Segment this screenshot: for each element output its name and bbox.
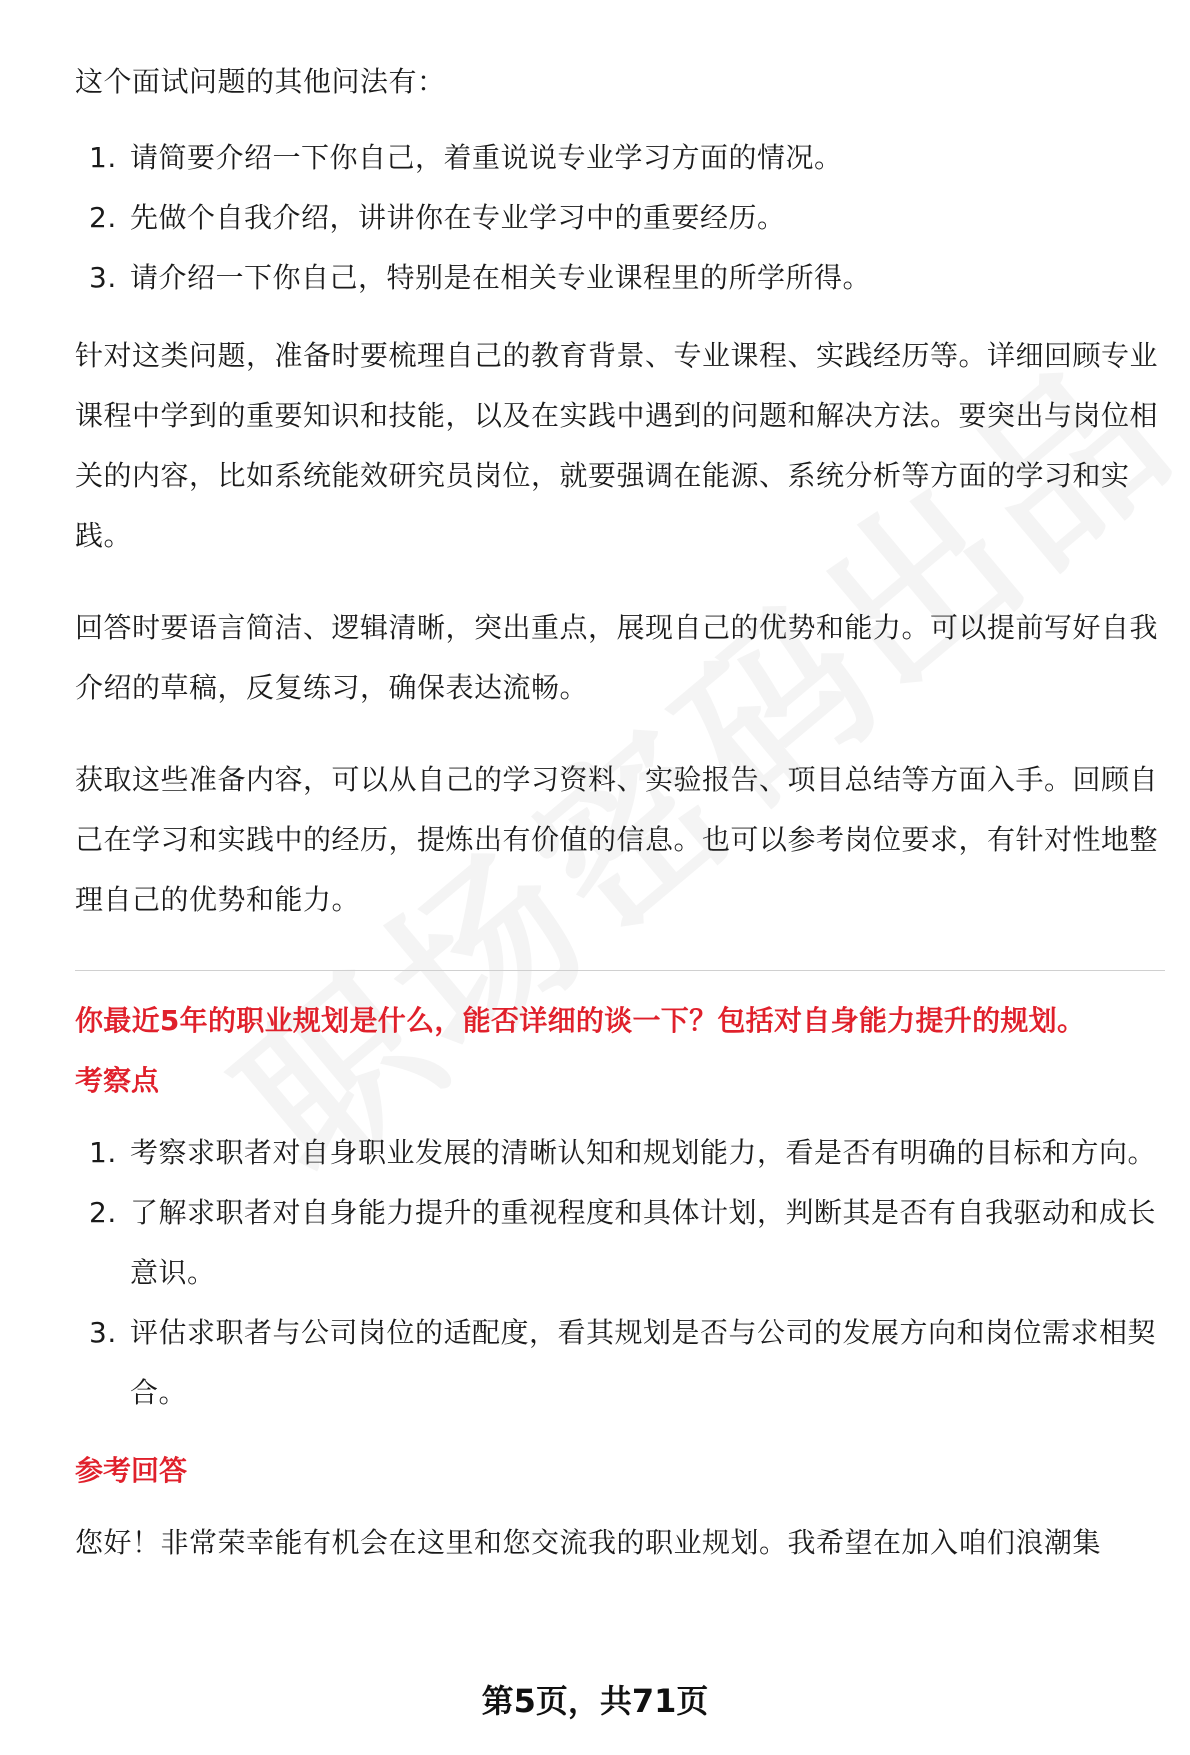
list-item: 2. 了解求职者对自身能力提升的重视程度和具体计划，判断其是否有自我驱动和成长意识。 xyxy=(89,1196,1157,1289)
section-divider xyxy=(75,970,1165,971)
list-item: 2. 先做个自我介绍，讲讲你在专业学习中的重要经历。 xyxy=(89,201,786,234)
page-content xyxy=(75,52,1165,1573)
paragraph-answer-style: 回答时要语言简洁、逻辑清晰，突出重点，展现自己的优势和能力。可以提前写好自我介绍的草稿，反复练习，确保表达流畅。 xyxy=(75,611,1159,704)
page-footer: 第5页，共71页 xyxy=(481,1682,709,1720)
focus-points-list xyxy=(75,1123,1165,1423)
list-item: 3. 请介绍一下你自己，特别是在相关专业课程里的所学所得。 xyxy=(89,261,872,294)
alternate-questions-list xyxy=(75,128,1165,308)
intro-text: 这个面试问题的其他问法有： xyxy=(75,65,446,98)
list-item: 3. 评估求职者与公司岗位的适配度，看其规划是否与公司的发展方向和岗位需求相契合。 xyxy=(89,1316,1157,1409)
paragraph-preparation: 针对这类问题，准备时要梳理自己的教育背景、专业课程、实践经历等。详细回顾专业课程中学到的重要知识和技能，以及在实践中遇到的问题和解决方法。要突出与岗位相关的内容，比如系统能效研究员岗位，就要强调在能源、系统分析等方面的学习和实践。 xyxy=(75,339,1159,552)
answer-heading: 参考回答 xyxy=(75,1454,188,1487)
focus-heading: 考察点 xyxy=(75,1064,160,1097)
paragraph-sources: 获取这些准备内容，可以从自己的学习资料、实验报告、项目总结等方面入手。回顾自己在学习和实践中的经历，提炼出有价值的信息。也可以参考岗位要求，有针对性地整理自己的优势和能力。 xyxy=(75,763,1159,916)
list-item: 1. 请简要介绍一下你自己，着重说说专业学习方面的情况。 xyxy=(89,141,843,174)
question-title: 你最近5年的职业规划是什么，能否详细的谈一下？包括对自身能力提升的规划。 xyxy=(75,1004,1086,1037)
list-item: 1. 考察求职者对自身职业发展的清晰认知和规划能力，看是否有明确的目标和方向。 xyxy=(89,1136,1157,1169)
answer-text: 您好！非常荣幸能有机会在这里和您交流我的职业规划。我希望在加入咱们浪潮集 xyxy=(75,1526,1102,1559)
